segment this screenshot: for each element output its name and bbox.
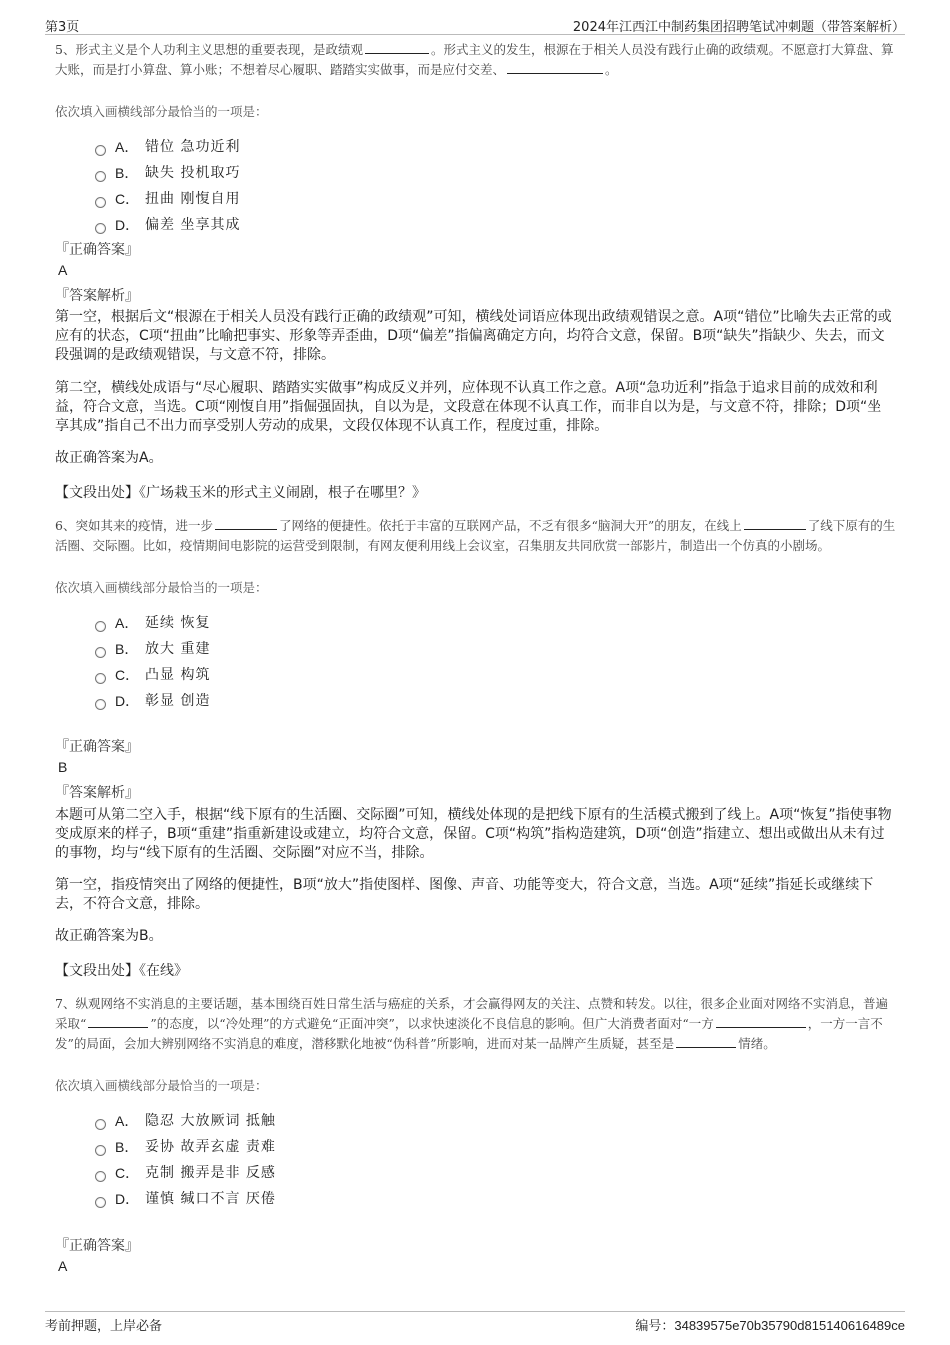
option-b[interactable]: B． 妥协 故弄玄虚 责难 — [95, 1134, 900, 1160]
question-6 — [55, 516, 900, 714]
radio-button[interactable] — [95, 621, 106, 632]
source-6 — [55, 960, 900, 980]
question-stem: 7、纵观网络不实消息的主要话题，基本围绕百姓日常生活与癌症的关系，才会赢得网友的关注、点赞和转发。以往，很多企业面对网络不实消息，普遍采取“ ”的态度，以“冷处理”的方式避免“正面冲突”，以求快速淡化不良信息的影响。但广大消费者面对“一方 ，一方一言不发”的局面，会加大辨别网络不实消息的难度，潜移默化地被“伪科普”所影响，进而对某一品牌产生质疑，甚至是 情绪。 — [55, 996, 888, 1051]
source-citation: 【文段出处】《广场栽玉米的形式主义闹剧，根子在哪里？》 — [55, 485, 426, 501]
option-list — [95, 610, 900, 714]
radio-button[interactable] — [95, 171, 106, 182]
source-5 — [55, 482, 900, 502]
analysis-6c — [55, 927, 900, 946]
correct-answer: A — [58, 262, 68, 278]
correct-answer-label: 『正确答案』 — [55, 242, 139, 258]
option-b[interactable]: B． 放大 重建 — [95, 636, 900, 662]
radio-button[interactable] — [95, 1197, 106, 1208]
blank-line — [507, 60, 603, 74]
option-c[interactable]: C． 凸显 构筑 — [95, 662, 900, 688]
radio-button[interactable] — [95, 197, 106, 208]
page-header — [45, 14, 905, 35]
option-a[interactable]: A． 隐忍 大放厥词 抵触 — [95, 1108, 900, 1134]
option-a[interactable]: A． 错位 急功近利 — [95, 134, 900, 160]
answer-block-5 — [55, 234, 900, 306]
analysis-paragraph: 第一空，指疫情突出了网络的便捷性，B项“放大”指使图样、图像、声音、功能等变大，符合文意，当选。A项“延续”指延长或继续下去，不符合文意，排除。 — [55, 877, 874, 912]
correct-answer: B — [58, 759, 68, 775]
correct-answer-label: 『正确答案』 — [55, 1238, 139, 1254]
analysis-paragraph: 第一空，根据后文“根源在于相关人员没有践行正确的政绩观”可知，横线处词语应体现出政绩观错误之意。A项“错位”比喻失去正常的或应有的状态，C项“扭曲”比喻把事实、形象等弄歪曲，D项“偏差”指偏离确定方向，均符合文意，保留。B项“缺失”指缺少、失去，而文段强调的是政绩观错误，与文意不符，排除。 — [55, 309, 892, 363]
footer-slogan: 考前押题，上岸必备 — [45, 1319, 163, 1334]
radio-button[interactable] — [95, 673, 106, 684]
radio-button[interactable] — [95, 223, 106, 234]
blank-line — [716, 1014, 806, 1028]
question-7 — [55, 994, 900, 1212]
analysis-label: 『答案解析』 — [55, 785, 139, 801]
source-citation: 【文段出处】《在线》 — [55, 963, 188, 979]
option-d[interactable]: D． 谨慎 缄口不言 厌倦 — [95, 1186, 900, 1212]
option-a[interactable]: A． 延续 恢复 — [95, 610, 900, 636]
option-d[interactable]: D． 偏差 坐享其成 — [95, 212, 900, 238]
document-title: 2024年江西江中制药集团招聘笔试冲刺题（带答案解析） — [572, 20, 905, 35]
analysis-5c — [55, 449, 900, 468]
answer-block-7 — [55, 1230, 900, 1276]
option-b[interactable]: B． 缺失 投机取巧 — [95, 160, 900, 186]
analysis-conclusion: 故正确答案为B。 — [55, 928, 163, 944]
analysis-paragraph: 第二空，横线处成语与“尽心履职、踏踏实实做事”构成反义并列，应体现不认真工作之意。A项“急功近利”指急于追求目前的成效和利益，符合文意，当选。C项“刚愎自用”指倔强固执，自以为是，文段意在体现不认真工作，而非自以为是，与文意不符，排除；D项“坐享其成”指自己不出力而享受别人劳动的成果，文段仅体现不认真工作，程度过重，排除。 — [55, 380, 882, 434]
analysis-5b — [55, 379, 895, 436]
question-5 — [55, 40, 900, 238]
blank-line — [365, 40, 429, 54]
blank-line — [676, 1034, 736, 1048]
blank-line — [215, 516, 277, 530]
radio-button[interactable] — [95, 1145, 106, 1156]
radio-button[interactable] — [95, 145, 106, 156]
blank-line — [88, 1014, 148, 1028]
option-list — [95, 134, 900, 238]
radio-button[interactable] — [95, 1171, 106, 1182]
code-label: 编号： — [635, 1318, 675, 1333]
correct-answer: A — [58, 1258, 68, 1274]
analysis-label: 『答案解析』 — [55, 288, 139, 304]
analysis-6 — [55, 806, 895, 863]
option-d[interactable]: D． 彰显 创造 — [95, 688, 900, 714]
analysis-6b — [55, 876, 895, 914]
page-footer — [45, 1311, 905, 1336]
radio-button[interactable] — [95, 1119, 106, 1130]
radio-button[interactable] — [95, 699, 106, 710]
option-c[interactable]: C． 克制 搬弄是非 反感 — [95, 1160, 900, 1186]
document-code — [635, 1315, 905, 1334]
question-stem: 6、突如其来的疫情，进一步 了网络的便捷性。依托于丰富的互联网产品，不乏有很多“脑洞大开”的朋友，在线上 了线下原有的生活圈、交际圈。比如，疫情期间电影院的运营受到限制，有网友便利用线上会议室，召集朋友共同欣赏一部影片，制造出一个仿真的小剧场。 — [55, 518, 896, 553]
question-stem: 5、形式主义是个人功利主义思想的重要表现，是政绩观 。形式主义的发生，根源在于相关人员没有践行止确的政绩观。不愿意打大算盘、算大账，而是打小算盘、算小账；不想着尽心履职、踏踏实实做事，而是应付交差、 。 — [55, 42, 894, 77]
page-number: 第3页 — [45, 20, 80, 35]
analysis-conclusion: 故正确答案为A。 — [55, 450, 163, 466]
question-prompt: 依次填入画横线部分最恰当的一项是： — [55, 1078, 268, 1093]
code-value: 34839575e70b35790d815140616489ce — [674, 1318, 905, 1333]
analysis-paragraph: 本题可从第二空入手，根据“线下原有的生活圈、交际圈”可知，横线处体现的是把线下原有的生活模式搬到了线上。A项“恢复”指使事物变成原来的样子，B项“重建”指重新建设或建立，均符合文意，保留。C项“构筑”指构造建筑，D项“创造”指建立、想出或做出从未有过的事物，均与“线下原有的生活圈、交际圈”对应不当，排除。 — [55, 807, 892, 861]
option-list — [95, 1108, 900, 1212]
answer-block-6 — [55, 731, 900, 803]
correct-answer-label: 『正确答案』 — [55, 739, 139, 755]
blank-line — [744, 516, 806, 530]
question-prompt: 依次填入画横线部分最恰当的一项是： — [55, 104, 268, 119]
analysis-5 — [55, 308, 895, 365]
radio-button[interactable] — [95, 647, 106, 658]
option-c[interactable]: C． 扭曲 刚愎自用 — [95, 186, 900, 212]
question-prompt: 依次填入画横线部分最恰当的一项是： — [55, 580, 268, 595]
